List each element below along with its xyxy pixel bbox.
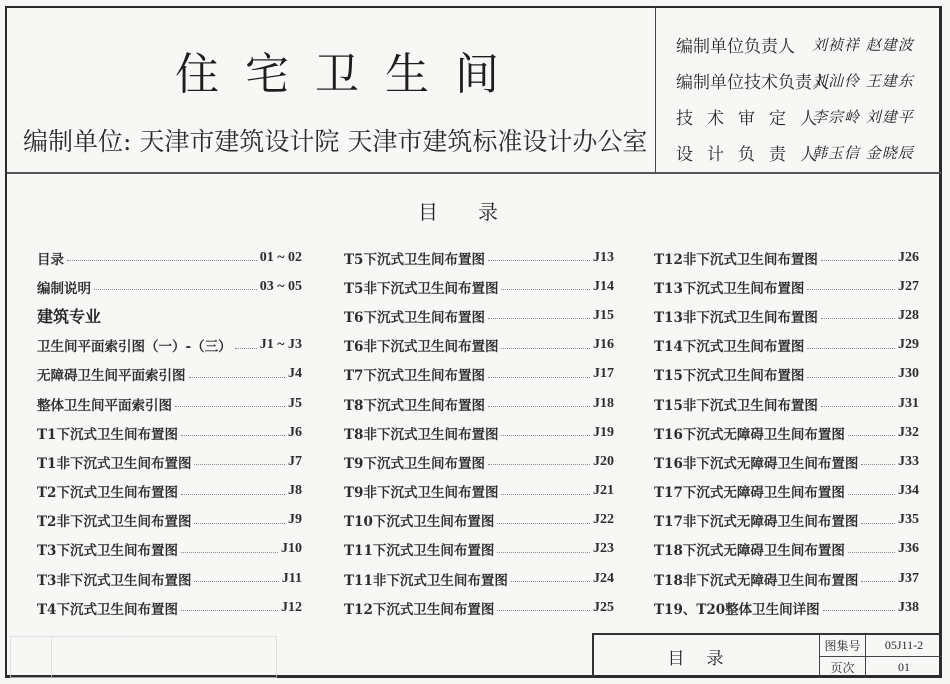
toc-entry-page: J31: [898, 395, 919, 411]
dot-leader: [488, 406, 590, 407]
toc-entry: [654, 301, 919, 330]
toc-entry-page: J28: [898, 307, 919, 323]
toc-entry-page: J1 ~ J3: [259, 337, 302, 353]
toc-entry: [37, 243, 302, 272]
toc-entry: [344, 593, 614, 622]
toc-entry-page: J13: [593, 249, 614, 265]
dot-leader: [194, 464, 285, 465]
toc-entry: [344, 477, 614, 506]
toc-entry: [654, 506, 919, 535]
dot-leader: [501, 494, 590, 495]
dot-leader: [501, 289, 590, 290]
signature-names: 韩玉信 金晓辰: [812, 143, 914, 162]
signature-label: 设计负责人: [676, 144, 831, 165]
dot-leader: [501, 348, 590, 349]
toc-title: 目录: [418, 200, 538, 224]
toc-entry: [344, 447, 614, 476]
dot-leader: [189, 377, 286, 378]
toc-entry-label: 编制说明: [37, 280, 91, 297]
toc-column-1: [37, 243, 302, 622]
toc-entry-label: T7下沉式卫生间布置图: [344, 368, 485, 385]
title-block-name: 目录: [594, 635, 820, 678]
toc-entry: [654, 243, 919, 272]
toc-section-heading: 建筑专业: [37, 307, 102, 327]
toc-entry: [654, 418, 919, 447]
toc-entry-label: T13下沉式卫生间布置图: [654, 280, 805, 297]
toc-entry-label: T8非下沉式卫生间布置图: [344, 426, 499, 443]
toc-entry: [654, 593, 919, 622]
toc-entry-label: T5非下沉式卫生间布置图: [344, 280, 499, 297]
page-number-row: [820, 657, 942, 678]
dot-leader: [861, 581, 895, 582]
toc-entry: [37, 564, 302, 593]
toc-entry-page: J32: [898, 424, 919, 440]
toc-entry: [654, 477, 919, 506]
toc-entry: [654, 331, 919, 360]
toc-entry-page: J16: [593, 337, 614, 353]
dot-leader: [821, 318, 895, 319]
toc-entry-label: T1非下沉式卫生间布置图: [37, 455, 192, 472]
toc-entry-label: T10下沉式卫生间布置图: [344, 514, 495, 531]
toc-entry: [37, 418, 302, 447]
toc-entry-page: 01 ~ 02: [259, 249, 302, 265]
toc-entry-label: T2下沉式卫生间布置图: [37, 485, 178, 502]
dot-leader: [821, 406, 895, 407]
toc-entry-label: T19、T20整体卫生间详图: [654, 601, 820, 618]
toc-entry-page: J10: [281, 541, 302, 557]
toc-entry: [344, 331, 614, 360]
dot-leader: [488, 377, 590, 378]
toc-entry-page: J25: [593, 599, 614, 615]
dot-leader: [848, 552, 895, 553]
dot-leader: [194, 581, 278, 582]
toc-entry-page: J4: [288, 366, 302, 382]
compiler-line: 编制单位: 天津市建筑设计院 天津市建筑标准设计办公室: [23, 127, 648, 156]
signature-names: 李宗岭 刘建平: [812, 107, 914, 126]
toc-entry-page: J29: [898, 337, 919, 353]
toc-entry: [37, 447, 302, 476]
toc-entry-label: 目录: [37, 251, 64, 268]
page-number-value: 01: [898, 660, 910, 674]
toc-entry-label: T5下沉式卫生间布置图: [344, 251, 485, 268]
toc-entry-page: J34: [898, 483, 919, 499]
dot-leader: [807, 348, 895, 349]
toc-entry: [344, 564, 614, 593]
toc-entry-page: 03 ~ 05: [259, 278, 302, 294]
dot-leader: [181, 552, 278, 553]
toc-entry-label: T12非下沉式卫生间布置图: [654, 251, 818, 268]
title-block-meta: [820, 635, 942, 678]
toc-entry-label: T14下沉式卫生间布置图: [654, 339, 805, 356]
dot-leader: [511, 581, 590, 582]
toc-entry-page: J38: [898, 599, 919, 615]
toc-entry: [37, 477, 302, 506]
toc-entry: [344, 535, 614, 564]
toc-entry-page: J11: [281, 570, 302, 586]
dot-leader: [181, 435, 285, 436]
toc-entry: [344, 301, 614, 330]
atlas-number-label: 图集号: [820, 635, 866, 656]
toc-entry: [654, 535, 919, 564]
toc-entry-page: J36: [898, 541, 919, 557]
toc-entry: [654, 564, 919, 593]
signature-names: 刘祯祥 赵建波: [812, 35, 914, 54]
toc-entry: [37, 593, 302, 622]
signature-label: 编制单位技术负责人: [676, 72, 829, 93]
toc-entry-page: J9: [288, 512, 302, 528]
toc-entry: [654, 447, 919, 476]
dot-leader: [235, 348, 257, 349]
page-number-label: 页次: [820, 657, 866, 678]
toc-entry: [344, 389, 614, 418]
toc-entry-page: J20: [593, 453, 614, 469]
signature-row: [676, 134, 938, 170]
dot-leader: [497, 610, 590, 611]
toc-entry-page: J35: [898, 512, 919, 528]
toc-entry-page: J27: [898, 278, 919, 294]
toc-entry-page: J18: [593, 395, 614, 411]
toc-entry-label: T16非下沉式无障碍卫生间布置图: [654, 455, 859, 472]
toc-entry-label: 整体卫生间平面索引图: [37, 397, 172, 414]
toc-entry-label: T3非下沉式卫生间布置图: [37, 572, 192, 589]
toc-entry-label: T2非下沉式卫生间布置图: [37, 514, 192, 531]
header-title-area: [7, 8, 655, 172]
toc-entry-label: 无障碍卫生间平面索引图: [37, 368, 186, 385]
toc-entry: [344, 418, 614, 447]
toc-column-3: [654, 243, 919, 622]
toc-entry: [344, 243, 614, 272]
toc-entry-label: T6非下沉式卫生间布置图: [344, 339, 499, 356]
toc-column-2: [344, 243, 614, 622]
header-horizontal-divider: [7, 172, 941, 174]
toc-entry-label: T17非下沉式无障碍卫生间布置图: [654, 514, 859, 531]
toc-entry-label: T6下沉式卫生间布置图: [344, 309, 485, 326]
toc-entry: [37, 389, 302, 418]
dot-leader: [807, 289, 895, 290]
toc-entry-page: J22: [593, 512, 614, 528]
toc-entry-page: J6: [288, 424, 302, 440]
toc-entry-label: 卫生间平面索引图（一）-（三）: [37, 339, 232, 356]
dot-leader: [848, 435, 895, 436]
dot-leader: [807, 377, 895, 378]
toc-entry-label: T11下沉式卫生间布置图: [344, 543, 495, 560]
toc-entry: [37, 535, 302, 564]
toc-entry-page: J15: [593, 307, 614, 323]
toc-entry-label: T11非下沉式卫生间布置图: [344, 572, 508, 589]
dot-leader: [488, 464, 590, 465]
toc-entry-label: T17下沉式无障碍卫生间布置图: [654, 485, 845, 502]
toc-entry-page: J5: [288, 395, 302, 411]
toc-entry: [654, 389, 919, 418]
toc-entry-page: J37: [898, 570, 919, 586]
dot-leader: [861, 464, 895, 465]
toc-entry: [654, 272, 919, 301]
dot-leader: [821, 260, 895, 261]
toc-entry-label: T4下沉式卫生间布置图: [37, 601, 178, 618]
toc-entry-page: J21: [593, 483, 614, 499]
dot-leader: [497, 552, 590, 553]
dot-leader: [848, 494, 895, 495]
toc-entry-label: T12下沉式卫生间布置图: [344, 601, 495, 618]
title-block: [592, 633, 942, 678]
signature-label: 技术审定人: [676, 108, 831, 129]
toc-entry-page: J26: [898, 249, 919, 265]
signature-names: 刘汕伶 王建东: [812, 71, 914, 90]
dot-leader: [175, 406, 285, 407]
toc-entry: [344, 506, 614, 535]
dot-leader: [823, 610, 895, 611]
toc-entry-label: T3下沉式卫生间布置图: [37, 543, 178, 560]
toc-entry-label: T18非下沉式无障碍卫生间布置图: [654, 572, 859, 589]
toc-entry-page: J33: [898, 453, 919, 469]
signature-label: 编制单位负责人: [676, 36, 795, 57]
atlas-number-row: [820, 635, 942, 657]
dot-leader: [194, 523, 285, 524]
toc-entry-page: J8: [288, 483, 302, 499]
signature-row: [676, 98, 938, 134]
signature-row: [676, 62, 938, 98]
faded-stamp-box: [10, 636, 277, 678]
toc-entry-label: T15非下沉式卫生间布置图: [654, 397, 818, 414]
toc-entry: [654, 360, 919, 389]
dot-leader: [67, 260, 257, 261]
dot-leader: [181, 494, 285, 495]
dot-leader: [501, 435, 590, 436]
dot-leader: [488, 318, 590, 319]
signature-row: [676, 26, 938, 62]
toc-entry: [37, 272, 302, 301]
toc-entry: [344, 272, 614, 301]
header-vertical-divider: [655, 7, 656, 173]
toc-entry: [344, 360, 614, 389]
toc-entry-page: J30: [898, 366, 919, 382]
toc-entry-label: T13非下沉式卫生间布置图: [654, 309, 818, 326]
dot-leader: [497, 523, 590, 524]
toc-entry-label: T9非下沉式卫生间布置图: [344, 485, 499, 502]
toc-entry-page: J12: [281, 599, 302, 615]
dot-leader: [94, 289, 257, 290]
toc-entry-label: T9下沉式卫生间布置图: [344, 455, 485, 472]
toc-entry-label: T16下沉式无障碍卫生间布置图: [654, 426, 845, 443]
toc-entry-page: J24: [593, 570, 614, 586]
toc-entry-label: T1下沉式卫生间布置图: [37, 426, 178, 443]
dot-leader: [181, 610, 278, 611]
toc-entry-page: J23: [593, 541, 614, 557]
toc-entry: [37, 360, 302, 389]
toc-entry-label: T18下沉式无障碍卫生间布置图: [654, 543, 845, 560]
toc-entry: [37, 506, 302, 535]
toc-entry-page: J19: [593, 424, 614, 440]
toc-entry: [37, 331, 302, 360]
dot-leader: [488, 260, 590, 261]
toc-entry-label: T15下沉式卫生间布置图: [654, 368, 805, 385]
toc-entry-page: J14: [593, 278, 614, 294]
toc-entry-page: J17: [593, 366, 614, 382]
signature-block: [676, 26, 938, 170]
toc-entry-page: J7: [288, 453, 302, 469]
atlas-number-value: 05J11-2: [884, 638, 924, 652]
dot-leader: [861, 523, 895, 524]
document-title: 住宅卫生间: [175, 49, 525, 100]
toc-entry-label: T8下沉式卫生间布置图: [344, 397, 485, 414]
